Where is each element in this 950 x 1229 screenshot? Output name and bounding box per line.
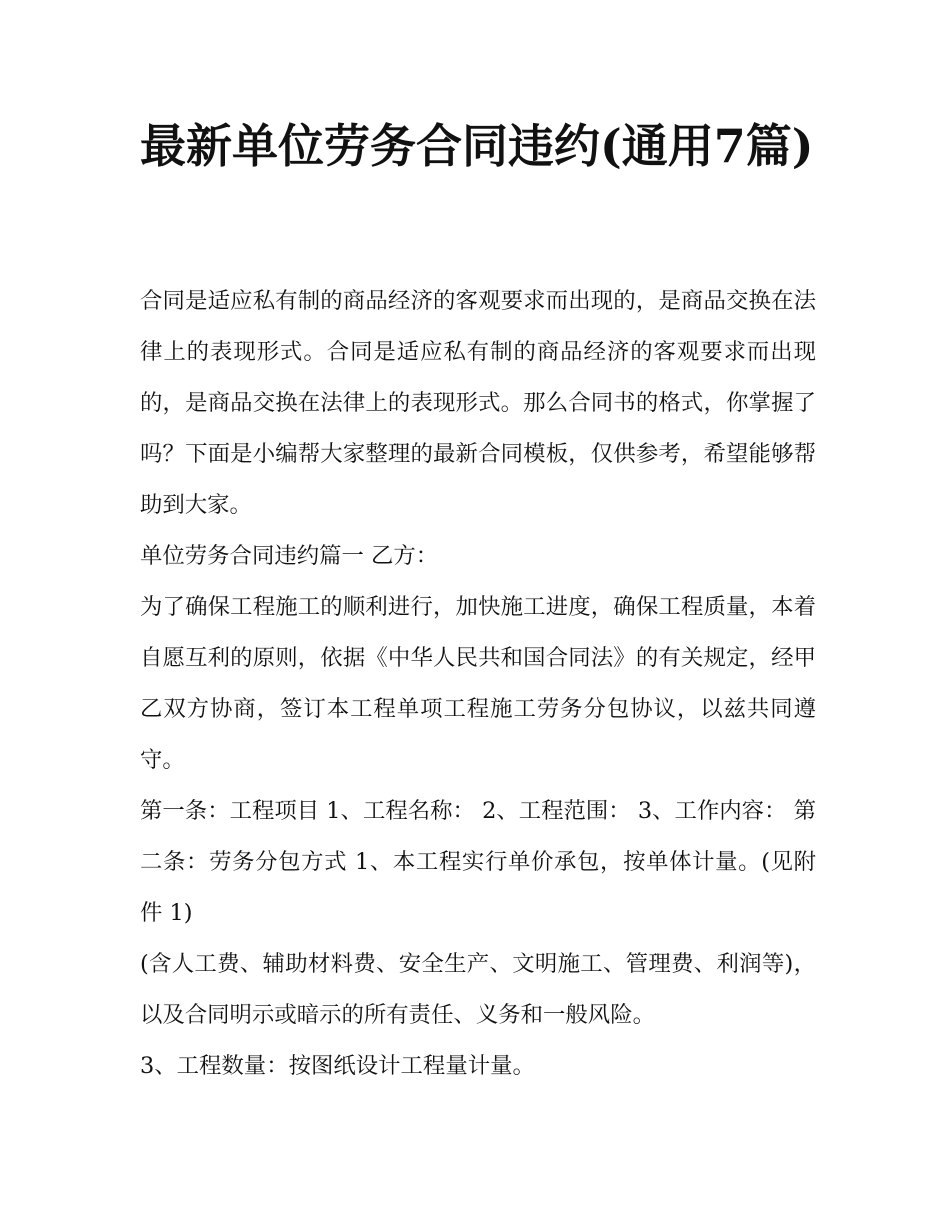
- document-title: 最新单位劳务合同违约(通用7篇): [140, 119, 814, 173]
- section-heading: 单位劳务合同违约篇一 乙方：: [140, 543, 439, 569]
- intro-paragraph: 合同是适应私有制的商品经济的客观要求而出现的，是商品交换在法律上的表现形式。合同是适应私有制的商品经济的客观要求而出现的，是商品交换在法律上的表现形式。那么合同书的格式，你掌握了吗？下面是小编帮大家整理的最新合同模板，仅供参考，希望能够帮助到大家。: [140, 288, 816, 518]
- cost-scope-paragraph: (含人工费、辅助材料费、安全生产、文明施工、管理费、利润等)，以及合同明示或暗示的所有责任、义务和一般风险。: [140, 951, 816, 1028]
- article-paragraph: 第一条：工程项目 1、工程名称： 2、工程范围： 3、工作内容： 第二条：劳务分包方式 1、本工程实行单价承包，按单体计量。(见附件 1): [140, 798, 816, 926]
- quantity-paragraph: 3、工程数量：按图纸设计工程量计量。: [140, 1053, 535, 1079]
- purpose-paragraph: 为了确保工程施工的顺利进行，加快施工进度，确保工程质量，本着自愿互利的原则，依据《中华人民共和国合同法》的有关规定，经甲乙双方协商，签订本工程单项工程施工劳务分包协议，以兹共同遵守。: [140, 594, 816, 773]
- document-body: [140, 276, 816, 1092]
